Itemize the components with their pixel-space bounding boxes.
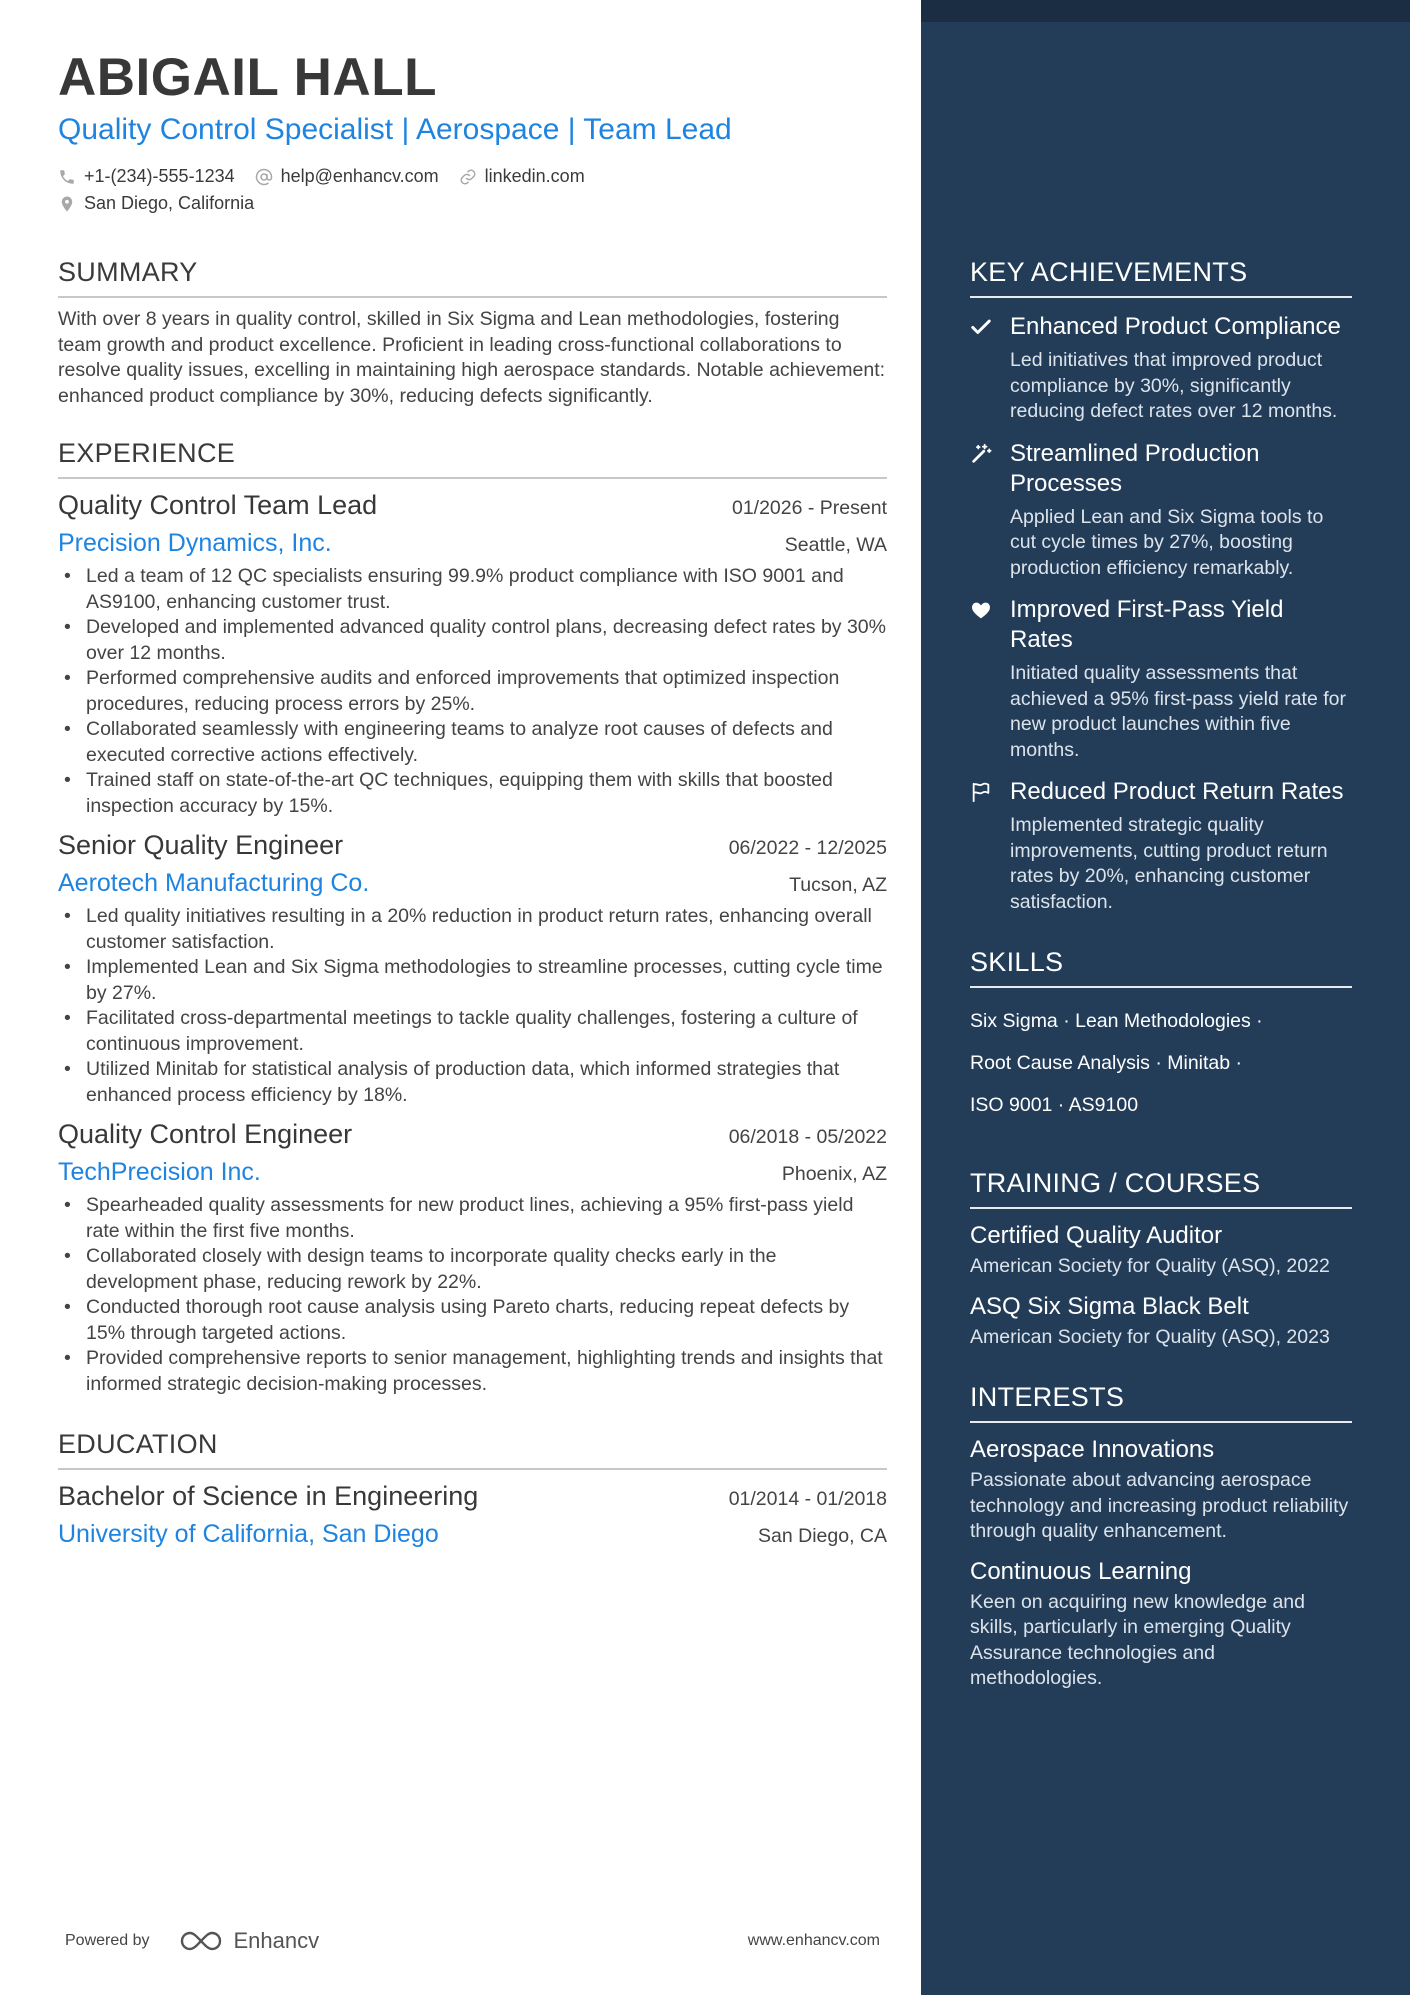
skills-line: Six Sigma · Lean Methodologies · bbox=[970, 1010, 1263, 1032]
contact-location bbox=[58, 193, 254, 214]
achievement-title: Enhanced Product Compliance bbox=[1010, 313, 1341, 340]
email-address: help@enhancv.com bbox=[280, 166, 439, 186]
job-title: Quality Control Engineer bbox=[58, 1119, 353, 1150]
interests-title: INTERESTS bbox=[970, 1380, 1352, 1423]
contact-email[interactable] bbox=[255, 166, 439, 187]
footer bbox=[65, 1928, 880, 1954]
job-bullet: • Facilitated cross-departmental meetings to tackle quality challenges, fostering a culture of continuous improvement. bbox=[58, 1006, 887, 1057]
skills-line: ISO 9001 · AS9100 bbox=[970, 1094, 1139, 1116]
experience-section bbox=[58, 436, 887, 1397]
education-section bbox=[58, 1427, 887, 1550]
contact-phone[interactable] bbox=[58, 166, 235, 187]
job-title: Senior Quality Engineer bbox=[58, 830, 344, 861]
achievement-desc: Initiated quality assessments that achieved a 95% first-pass yield rate for new product launches within five months. bbox=[1010, 662, 1346, 761]
job-location: Tucson, AZ bbox=[789, 874, 887, 897]
achievement-desc: Implemented strategic quality improvements, cutting product return rates by 20%, enhancing customer satisfaction. bbox=[1010, 814, 1328, 913]
skills-line: Root Cause Analysis · Minitab · bbox=[970, 1052, 1243, 1074]
job-location: Seattle, WA bbox=[784, 534, 887, 557]
brand-name: Enhancv bbox=[233, 1928, 320, 1953]
job-bullet: • Led a team of 12 QC specialists ensuring 99.9% product compliance with ISO 9001 and AS9100, enhancing customer trust. bbox=[58, 564, 887, 615]
education-dates: 01/2014 - 01/2018 bbox=[728, 1488, 887, 1511]
course-provider: American Society for Quality (ASQ), 2022 bbox=[970, 1255, 1330, 1277]
achievement-title: Improved First-Pass Yield Rates bbox=[1010, 596, 1284, 653]
achievement-title: Streamlined Production Processes bbox=[1010, 439, 1260, 497]
job-dates: 06/2018 - 05/2022 bbox=[728, 1126, 887, 1149]
candidate-name: ABIGAIL HALL bbox=[58, 48, 437, 107]
job-bullet: • Implemented Lean and Six Sigma methodologies to streamline processes, cutting cycle time by 27%. bbox=[58, 955, 887, 1006]
achievement-item bbox=[970, 312, 1352, 425]
education-entry bbox=[58, 1478, 887, 1550]
experience-entry bbox=[58, 1116, 887, 1397]
flag-icon bbox=[970, 781, 992, 803]
achievement-item bbox=[970, 439, 1352, 582]
brand-logo[interactable] bbox=[178, 1928, 320, 1954]
summary-title: SUMMARY bbox=[58, 255, 887, 298]
interest-title: Continuous Learning bbox=[970, 1557, 1192, 1585]
job-bullet: • Collaborated closely with design teams to incorporate quality checks early in the development phase, reducing rework by 22%. bbox=[58, 1244, 887, 1295]
job-bullet: • Utilized Minitab for statistical analysis of production data, which informed strategies that enhanced process efficiency by 18%. bbox=[58, 1057, 887, 1108]
achievement-desc: Led initiatives that improved product compliance by 30%, significantly reducing defect rates over 12 months. bbox=[1010, 349, 1338, 422]
skills-list bbox=[970, 1000, 1352, 1126]
candidate-headline: Quality Control Specialist | Aerospace | Team Lead bbox=[58, 113, 732, 146]
degree-title: Bachelor of Science in Engineering bbox=[58, 1481, 479, 1512]
job-bullet: • Conducted thorough root cause analysis using Pareto charts, reducing repeat defects by 15% through targeted actions. bbox=[58, 1295, 887, 1346]
link-icon bbox=[459, 168, 477, 186]
skills-title: SKILLS bbox=[970, 945, 1352, 988]
enhancv-logo-icon bbox=[178, 1929, 224, 1953]
linkedin-link: linkedin.com bbox=[484, 166, 585, 186]
job-bullet: • Collaborated seamlessly with engineering teams to analyze root causes of defects and executed corrective actions effectively. bbox=[58, 717, 887, 768]
job-bullet: • Developed and implemented advanced quality control plans, decreasing defect rates by 30% over 12 months. bbox=[58, 615, 887, 666]
company-name: TechPrecision Inc. bbox=[58, 1158, 261, 1187]
job-bullet: • Spearheaded quality assessments for new product lines, achieving a 95% first-pass yield rate within the first five months. bbox=[58, 1193, 887, 1244]
achievements-title: KEY ACHIEVEMENTS bbox=[970, 255, 1352, 298]
main-column bbox=[58, 48, 887, 1550]
contact-linkedin[interactable] bbox=[459, 166, 585, 187]
footer-url[interactable]: www.enhancv.com bbox=[747, 1932, 880, 1949]
achievement-item bbox=[970, 777, 1352, 915]
achievement-item bbox=[970, 595, 1352, 763]
job-location: Phoenix, AZ bbox=[781, 1163, 887, 1186]
interest-title: Aerospace Innovations bbox=[970, 1436, 1215, 1463]
sidebar-content bbox=[970, 255, 1352, 1692]
achievement-title: Reduced Product Return Rates bbox=[1010, 778, 1344, 805]
course-title: ASQ Six Sigma Black Belt bbox=[970, 1292, 1249, 1320]
school-name: University of California, San Diego bbox=[58, 1520, 439, 1549]
job-bullet: • Provided comprehensive reports to senior management, highlighting trends and insights that informed strategic decision-making processes. bbox=[58, 1346, 887, 1397]
summary-text: With over 8 years in quality control, skilled in Six Sigma and Lean methodologies, fostering team growth and product excellence. Proficient in leading cross-functional collaborations to resolve quality issues, excelling in maintaining high aerospace standards. Notable achievement: enhanced product compliance by 30%, reducing defects significantly. bbox=[58, 308, 886, 407]
training-section bbox=[970, 1166, 1352, 1350]
company-name: Aerotech Manufacturing Co. bbox=[58, 869, 370, 898]
interest-desc: Passionate about advancing aerospace technology and increasing product reliability through quality enhancement. bbox=[970, 1469, 1349, 1542]
heart-icon bbox=[970, 599, 992, 621]
job-bullet: • Led quality initiatives resulting in a 20% reduction in product return rates, enhancing overall customer satisfaction. bbox=[58, 904, 887, 955]
phone-number: +1-(234)-555-1234 bbox=[84, 166, 235, 186]
powered-by bbox=[65, 1928, 319, 1954]
location-pin-icon bbox=[58, 195, 76, 213]
job-dates: 01/2026 - Present bbox=[731, 497, 887, 520]
school-location: San Diego, CA bbox=[758, 1525, 887, 1548]
course-item bbox=[970, 1221, 1352, 1280]
job-title: Quality Control Team Lead bbox=[58, 490, 378, 521]
skills-section bbox=[970, 945, 1352, 1126]
interest-desc: Keen on acquiring new knowledge and skills, particularly in emerging Quality Assurance technologies and methodologies. bbox=[970, 1590, 1305, 1689]
powered-by-label: Powered by bbox=[65, 1932, 150, 1949]
interest-item bbox=[970, 1435, 1352, 1545]
achievement-desc: Applied Lean and Six Sigma tools to cut cycle times by 27%, boosting production efficiency remarkably. bbox=[1010, 505, 1324, 579]
magic-wand-icon bbox=[970, 443, 992, 465]
experience-entry bbox=[58, 487, 887, 819]
location-text: San Diego, California bbox=[84, 193, 255, 213]
interests-section bbox=[970, 1380, 1352, 1692]
job-dates: 06/2022 - 12/2025 bbox=[728, 837, 887, 860]
contact-info bbox=[58, 163, 887, 217]
course-item bbox=[970, 1292, 1352, 1351]
phone-icon bbox=[58, 168, 76, 186]
job-bullet: • Performed comprehensive audits and enforced improvements that optimized inspection procedures, reducing process errors by 25%. bbox=[58, 666, 887, 717]
company-name: Precision Dynamics, Inc. bbox=[58, 529, 332, 558]
course-title: Certified Quality Auditor bbox=[970, 1222, 1223, 1249]
experience-title: EXPERIENCE bbox=[58, 436, 887, 479]
sidebar-top-bar bbox=[921, 0, 1410, 22]
at-sign-icon bbox=[255, 168, 273, 186]
summary-section bbox=[58, 255, 887, 409]
course-provider: American Society for Quality (ASQ), 2023 bbox=[970, 1325, 1330, 1348]
education-title: EDUCATION bbox=[58, 1427, 887, 1470]
checkmark-icon bbox=[970, 316, 992, 338]
achievements-section bbox=[970, 255, 1352, 915]
job-bullet: • Trained staff on state-of-the-art QC techniques, equipping them with skills that boosted inspection accuracy by 15%. bbox=[58, 768, 887, 819]
experience-entry bbox=[58, 827, 887, 1108]
training-title: TRAINING / COURSES bbox=[970, 1166, 1352, 1209]
interest-item bbox=[970, 1557, 1352, 1692]
